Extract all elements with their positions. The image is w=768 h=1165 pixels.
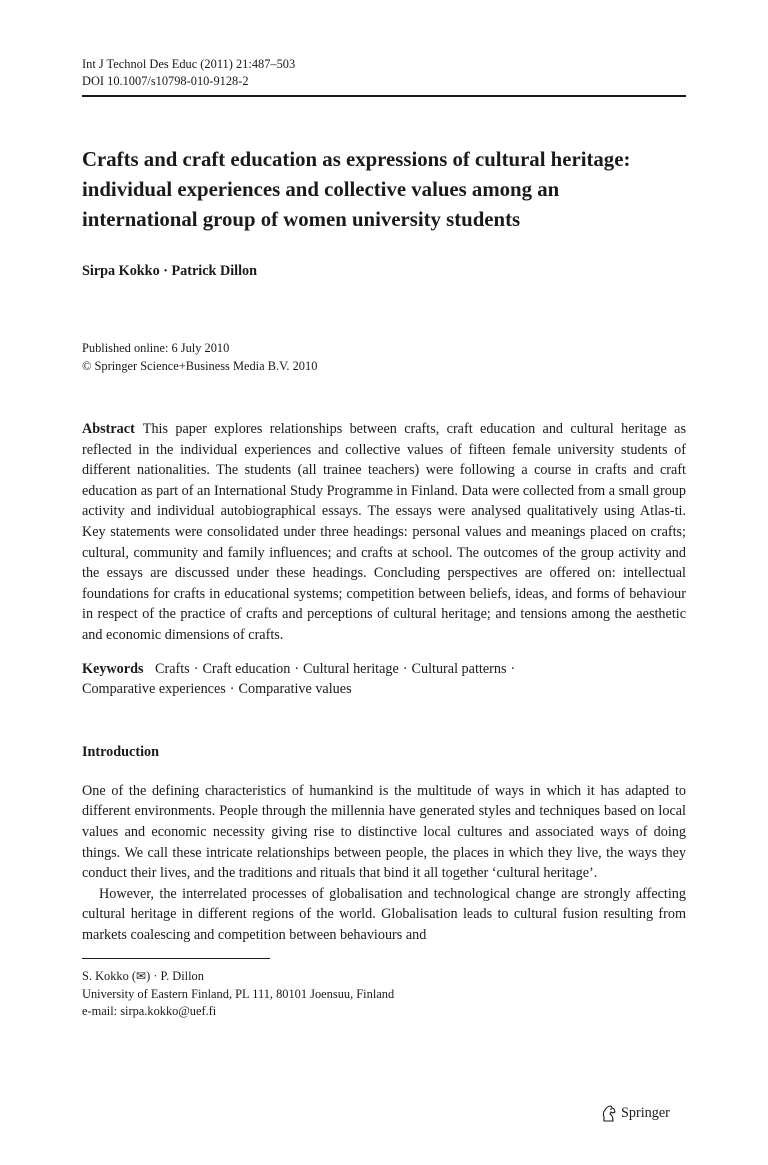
abstract [82, 419, 686, 646]
abstract-text: This paper explores relationships between crafts, craft education and cultural heritage as reflected in the individual experiences and collective values of fifteen female university students of different nationalities. The students (all trainee teachers) were following a course in crafts and craft education as part of an International Study Programme in Finland. Data were collected from a small group activity and individual autobiographical essays. The essays were analysed qualitatively using Atlas-ti. Key statements were consolidated under three headings: personal values and meanings placed on crafts; cultural, community and family influences; and crafts at school. The outcomes of the group activity and the essays are discussed under these headings. Concluding perspectives are offered on: intellectual foundations for crafts in educational systems; competition between beliefs, ideas, and forms of behaviour in respect of the practice of crafts and perceptions of cultural heritage; and tensions among the aesthetic and economic dimensions of crafts. [82, 421, 686, 643]
affiliation: University of Eastern Finland, PL 111, 80101 Joensuu, Finland [82, 986, 395, 1001]
keyword-separator: · [510, 660, 516, 677]
keyword-separator: · [193, 660, 199, 677]
doi[interactable]: DOI 10.1007/s10798-010-9128-2 [82, 74, 249, 88]
article-title: Crafts and craft education as expressions of cultural heritage: individual experiences and collective values among an international group of women university students [82, 148, 631, 231]
footnote [82, 968, 686, 1020]
abstract-label: Abstract [82, 421, 135, 437]
keywords-label: Keywords [82, 660, 144, 677]
keyword: Crafts [155, 660, 190, 677]
section-heading-introduction: Introduction [82, 743, 159, 760]
journal-citation: Int J Technol Des Educ (2011) 21:487–503 [82, 57, 296, 71]
keywords [82, 659, 686, 700]
corresponding-authors [82, 968, 686, 985]
introduction-body [82, 781, 686, 946]
envelope-icon: ✉ [136, 969, 147, 984]
keyword-separator: · [402, 660, 408, 677]
keyword: Craft education [202, 660, 291, 677]
copyright: © Springer Science+Business Media B.V. 2010 [82, 358, 318, 373]
paragraph: However, the interrelated processes of globalisation and technological change are strongly affecting cultural heritage in different regions of the world. Globalisation leads to cultural fusion resulting from markets coalescing and competition between behaviours and [82, 885, 686, 943]
published-date: Published online: 6 July 2010 [82, 341, 230, 355]
publisher-name: Springer [621, 1105, 670, 1121]
keyword: Comparative values [238, 681, 352, 698]
paper-page [82, 56, 686, 1020]
keyword: Cultural heritage [303, 660, 399, 677]
keyword-separator: · [229, 681, 235, 698]
author-name: S. Kokko ( [82, 969, 137, 984]
keyword-separator: · [294, 660, 300, 677]
publication-info [82, 340, 686, 375]
author-name: ) · P. Dillon [146, 969, 204, 984]
authors: Sirpa Kokko · Patrick Dillon [82, 263, 258, 279]
springer-knight-icon [601, 1105, 617, 1122]
keyword: Cultural patterns [411, 660, 507, 677]
header-rule [82, 95, 686, 97]
publisher-mark [601, 1105, 670, 1122]
footnote-rule [82, 958, 270, 959]
email[interactable]: e-mail: sirpa.kokko@uef.fi [82, 1003, 217, 1018]
keyword: Comparative experiences [82, 681, 226, 698]
paragraph: One of the defining characteristics of humankind is the multitude of ways in which it has adapted to different environments. People through the millennia have generated styles and techniques based on local values and economic necessity giving rise to distinctive local cultures and associated ways of doing things. We call these intricate relationships between people, the places in which they live, the ways they conduct their lives, and the traditions and rituals that bind it all together ‘cultural heritage’. [82, 782, 686, 882]
